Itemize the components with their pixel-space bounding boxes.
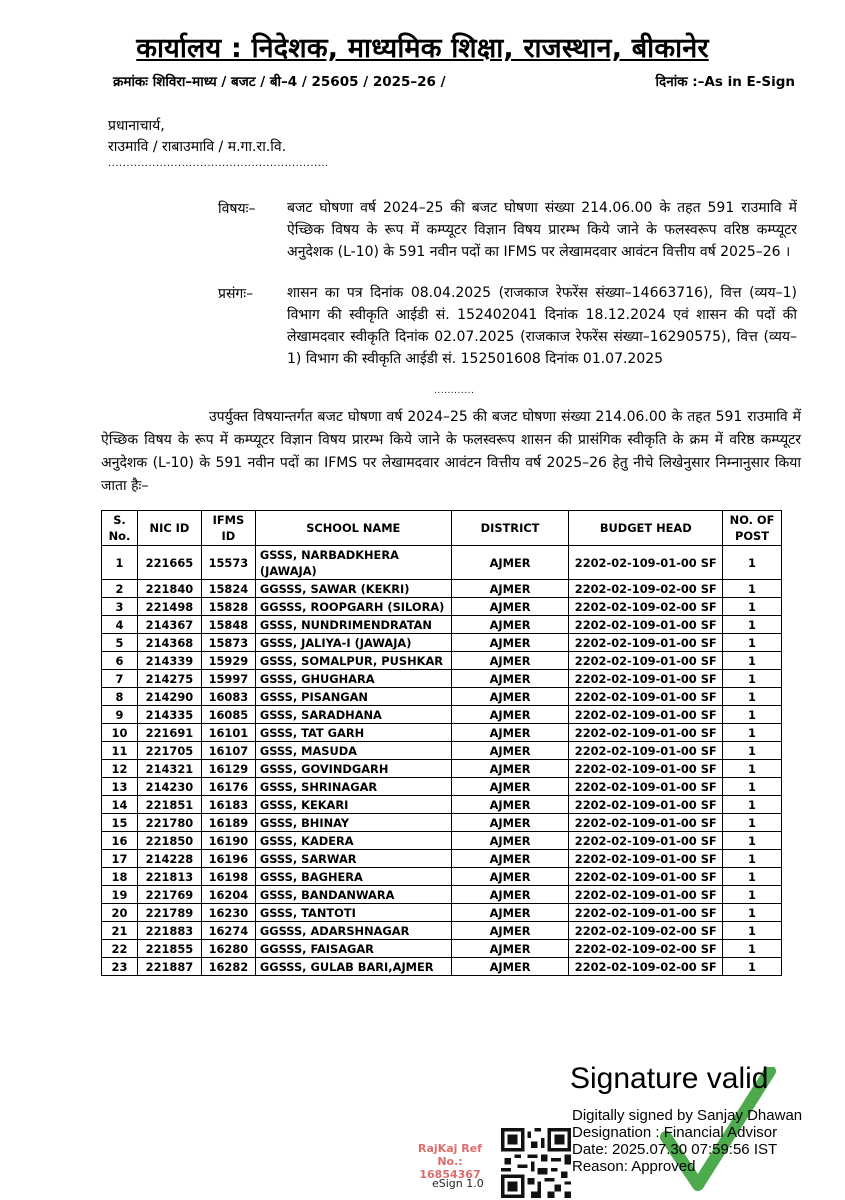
cell-school-name: GSSS, BAGHERA [255, 868, 451, 886]
cell-sno: 5 [102, 634, 138, 652]
cell-nic-id: 221883 [137, 922, 201, 940]
cell-no-of-post: 1 [723, 580, 782, 598]
cell-budget-head: 2202-02-109-01-00 SF [569, 760, 723, 778]
table-row [102, 688, 782, 706]
cell-sno: 22 [102, 940, 138, 958]
cell-nic-id: 221789 [137, 904, 201, 922]
table-row [102, 832, 782, 850]
cell-ifms-id: 15824 [201, 580, 255, 598]
header-ifms-id: IFMS ID [201, 511, 255, 546]
cell-school-name: GSSS, KEKARI [255, 796, 451, 814]
cell-district: AJMER [451, 706, 569, 724]
table-row [102, 850, 782, 868]
table-row [102, 546, 782, 580]
cell-ifms-id: 15848 [201, 616, 255, 634]
cell-district: AJMER [451, 814, 569, 832]
cell-district: AJMER [451, 904, 569, 922]
addressee-dots: ............................................................ [108, 158, 329, 169]
cell-budget-head: 2202-02-109-01-00 SF [569, 724, 723, 742]
cell-nic-id: 214367 [137, 616, 201, 634]
header-school-name: SCHOOL NAME [255, 511, 451, 546]
cell-school-name: GSSS, MASUDA [255, 742, 451, 760]
cell-school-name: GSSS, GHUGHARA [255, 670, 451, 688]
cell-district: AJMER [451, 670, 569, 688]
cell-district: AJMER [451, 580, 569, 598]
signed-by: Digitally signed by Sanjay Dhawan [572, 1107, 803, 1124]
cell-school-name: GSSS, KADERA [255, 832, 451, 850]
cell-ifms-id: 15873 [201, 634, 255, 652]
cell-no-of-post: 1 [723, 616, 782, 634]
rajkaj-number: 16854367 [419, 1168, 481, 1181]
cell-sno: 11 [102, 742, 138, 760]
cell-nic-id: 214228 [137, 850, 201, 868]
cell-school-name: GSSS, NARBADKHERA (JAWAJA) [255, 546, 451, 580]
cell-sno: 3 [102, 598, 138, 616]
cell-sno: 7 [102, 670, 138, 688]
cell-district: AJMER [451, 832, 569, 850]
table-row [102, 904, 782, 922]
cell-nic-id: 221855 [137, 940, 201, 958]
signature-block [558, 1062, 828, 1192]
cell-budget-head: 2202-02-109-01-00 SF [569, 778, 723, 796]
cell-ifms-id: 15997 [201, 670, 255, 688]
cell-budget-head: 2202-02-109-01-00 SF [569, 868, 723, 886]
cell-nic-id: 221665 [137, 546, 201, 580]
cell-sno: 19 [102, 886, 138, 904]
cell-nic-id: 221850 [137, 832, 201, 850]
office-title: कार्यालय : निदेशक, माध्यमिक शिक्षा, राजस्थान, बीकानेर [136, 33, 709, 64]
cell-nic-id: 221813 [137, 868, 201, 886]
cell-sno: 8 [102, 688, 138, 706]
cell-no-of-post: 1 [723, 742, 782, 760]
cell-sno: 18 [102, 868, 138, 886]
reference-text: शासन का पत्र दिनांक 08.04.2025 (राजकाज रेफरेंस संख्या–14663716), वित्त (व्यय–1) विभाग की स्वीकृति आईडी सं. 152402041 दिनांक 18.12.2024 एवं शासन की पदों की लेखामदवार स्वीकृति दिनांक 02.07.2025 (राजकाज रेफरेंस संख्या–16290575), वित्त (व्यय–1) विभाग की स्वीकृति आईडी सं. 152501608 दिनांक 01.07.2025 [287, 285, 797, 367]
cell-nic-id: 214275 [137, 670, 201, 688]
cell-district: AJMER [451, 958, 569, 976]
cell-nic-id: 214339 [137, 652, 201, 670]
cell-ifms-id: 16189 [201, 814, 255, 832]
cell-district: AJMER [451, 652, 569, 670]
cell-ifms-id: 16129 [201, 760, 255, 778]
cell-school-name: GSSS, GOVINDGARH [255, 760, 451, 778]
cell-district: AJMER [451, 868, 569, 886]
cell-district: AJMER [451, 634, 569, 652]
cell-ifms-id: 16198 [201, 868, 255, 886]
cell-budget-head: 2202-02-109-01-00 SF [569, 850, 723, 868]
cell-school-name: GGSSS, SAWAR (KEKRI) [255, 580, 451, 598]
cell-no-of-post: 1 [723, 724, 782, 742]
table-body [102, 546, 782, 976]
cell-school-name: GSSS, SARADHANA [255, 706, 451, 724]
cell-nic-id: 214321 [137, 760, 201, 778]
cell-district: AJMER [451, 850, 569, 868]
cell-no-of-post: 1 [723, 850, 782, 868]
reference-label: प्रसंगः– [218, 286, 254, 302]
table-row [102, 868, 782, 886]
header-no-of-post: NO. OF POST [723, 511, 782, 546]
cell-no-of-post: 1 [723, 778, 782, 796]
table-row [102, 580, 782, 598]
cell-ifms-id: 16183 [201, 796, 255, 814]
cell-ifms-id: 16196 [201, 850, 255, 868]
table-row [102, 778, 782, 796]
cell-ifms-id: 16280 [201, 940, 255, 958]
cell-sno: 21 [102, 922, 138, 940]
cell-district: AJMER [451, 760, 569, 778]
cell-ifms-id: 16274 [201, 922, 255, 940]
cell-no-of-post: 1 [723, 886, 782, 904]
cell-ifms-id: 16107 [201, 742, 255, 760]
cell-sno: 16 [102, 832, 138, 850]
cell-no-of-post: 1 [723, 634, 782, 652]
header-sno: S. No. [102, 511, 138, 546]
cell-nic-id: 221705 [137, 742, 201, 760]
cell-district: AJMER [451, 886, 569, 904]
cell-no-of-post: 1 [723, 688, 782, 706]
cell-school-name: GSSS, TANTOTI [255, 904, 451, 922]
table-row [102, 922, 782, 940]
cell-sno: 12 [102, 760, 138, 778]
cell-ifms-id: 16083 [201, 688, 255, 706]
cell-nic-id: 221498 [137, 598, 201, 616]
cell-no-of-post: 1 [723, 904, 782, 922]
cell-budget-head: 2202-02-109-01-00 SF [569, 706, 723, 724]
cell-no-of-post: 1 [723, 598, 782, 616]
cell-school-name: GSSS, SARWAR [255, 850, 451, 868]
cell-nic-id: 214335 [137, 706, 201, 724]
signature-date: Date: 2025.07.30 07:59:56 IST [572, 1141, 778, 1158]
cell-ifms-id: 16190 [201, 832, 255, 850]
cell-sno: 4 [102, 616, 138, 634]
cell-budget-head: 2202-02-109-02-00 SF [569, 958, 723, 976]
cell-budget-head: 2202-02-109-01-00 SF [569, 652, 723, 670]
rajkaj-reference [404, 1142, 496, 1181]
cell-budget-head: 2202-02-109-01-00 SF [569, 796, 723, 814]
cell-no-of-post: 1 [723, 652, 782, 670]
table-row [102, 814, 782, 832]
table-row [102, 652, 782, 670]
cell-no-of-post: 1 [723, 760, 782, 778]
header-district: DISTRICT [451, 511, 569, 546]
cell-ifms-id: 16230 [201, 904, 255, 922]
cell-budget-head: 2202-02-109-01-00 SF [569, 616, 723, 634]
cell-school-name: GSSS, SHRINAGAR [255, 778, 451, 796]
cell-district: AJMER [451, 940, 569, 958]
cell-budget-head: 2202-02-109-01-00 SF [569, 832, 723, 850]
table-row [102, 706, 782, 724]
cell-school-name: GGSSS, GULAB BARI,AJMER [255, 958, 451, 976]
cell-nic-id: 221840 [137, 580, 201, 598]
cell-district: AJMER [451, 598, 569, 616]
cell-sno: 6 [102, 652, 138, 670]
addressee-line-2: राउमावि / राबाउमावि / म.गा.रा.वि. [108, 139, 287, 155]
addressee-line-1: प्रधानाचार्य, [108, 118, 165, 134]
table-row [102, 958, 782, 976]
cell-district: AJMER [451, 724, 569, 742]
cell-budget-head: 2202-02-109-02-00 SF [569, 940, 723, 958]
cell-school-name: GSSS, TAT GARH [255, 724, 451, 742]
table-row [102, 616, 782, 634]
cell-no-of-post: 1 [723, 706, 782, 724]
cell-school-name: GSSS, PISANGAN [255, 688, 451, 706]
cell-nic-id: 221851 [137, 796, 201, 814]
cell-nic-id: 221887 [137, 958, 201, 976]
cell-no-of-post: 1 [723, 670, 782, 688]
cell-sno: 23 [102, 958, 138, 976]
signature-status: Signature valid [570, 1062, 769, 1095]
table-row [102, 886, 782, 904]
cell-sno: 1 [102, 546, 138, 580]
cell-budget-head: 2202-02-109-01-00 SF [569, 634, 723, 652]
cell-sno: 14 [102, 796, 138, 814]
designation: Designation : Financial Advisor [572, 1124, 778, 1141]
cell-school-name: GSSS, BHINAY [255, 814, 451, 832]
rajkaj-label: RajKaj Ref No.: [418, 1142, 482, 1168]
cell-budget-head: 2202-02-109-01-00 SF [569, 670, 723, 688]
table-row [102, 598, 782, 616]
table-row [102, 742, 782, 760]
table-row [102, 724, 782, 742]
cell-sno: 2 [102, 580, 138, 598]
cell-no-of-post: 1 [723, 940, 782, 958]
cell-district: AJMER [451, 616, 569, 634]
header-budget-head: BUDGET HEAD [569, 511, 723, 546]
body-paragraph: उपर्युक्त विषयान्तर्गत बजट घोषणा वर्ष 2024–25 की बजट घोषणा संख्या 214.06.00 के तहत 591 राउमावि में ऐच्छिक विषय के रूप में कम्प्यूटर विज्ञान विषय प्रारम्भ किये जाने के फलस्वरूप शासन की प्रासंगिक स्वीकृति के क्रम में वरिष्ठ कम्प्यूटर अनुदेशक (L-10) के 591 नवीन पदों का IFMS पर लेखामदवार आवंटन वित्तीय वर्ष 2025–26 हेतु नीचे लिखेनुसार निम्नानुसार किया जाता हैः– [101, 409, 801, 494]
reference-dots: ............ [434, 386, 475, 396]
cell-budget-head: 2202-02-109-01-00 SF [569, 886, 723, 904]
cell-nic-id: 214290 [137, 688, 201, 706]
cell-district: AJMER [451, 688, 569, 706]
allocation-table [101, 510, 782, 976]
signature-reason: Reason: Approved [572, 1158, 696, 1175]
cell-sno: 9 [102, 706, 138, 724]
cell-district: AJMER [451, 922, 569, 940]
cell-sno: 20 [102, 904, 138, 922]
cell-school-name: GSSS, SOMALPUR, PUSHKAR [255, 652, 451, 670]
header-nic-id: NIC ID [137, 511, 201, 546]
date-label: दिनांक :–As in E-Sign [655, 74, 795, 90]
cell-school-name: GSSS, BANDANWARA [255, 886, 451, 904]
cell-no-of-post: 1 [723, 546, 782, 580]
cell-district: AJMER [451, 742, 569, 760]
cell-ifms-id: 16282 [201, 958, 255, 976]
cell-no-of-post: 1 [723, 796, 782, 814]
cell-ifms-id: 16085 [201, 706, 255, 724]
cell-budget-head: 2202-02-109-02-00 SF [569, 598, 723, 616]
cell-no-of-post: 1 [723, 832, 782, 850]
cell-ifms-id: 16204 [201, 886, 255, 904]
cell-school-name: GSSS, NUNDRIMENDRATAN [255, 616, 451, 634]
cell-school-name: GSSS, JALIYA-I (JAWAJA) [255, 634, 451, 652]
table-row [102, 760, 782, 778]
cell-district: AJMER [451, 778, 569, 796]
cell-no-of-post: 1 [723, 922, 782, 940]
cell-ifms-id: 16176 [201, 778, 255, 796]
cell-district: AJMER [451, 796, 569, 814]
cell-school-name: GGSSS, ADARSHNAGAR [255, 922, 451, 940]
cell-budget-head: 2202-02-109-02-00 SF [569, 580, 723, 598]
table-row [102, 940, 782, 958]
table-row [102, 634, 782, 652]
cell-ifms-id: 15573 [201, 546, 255, 580]
cell-nic-id: 214230 [137, 778, 201, 796]
cell-budget-head: 2202-02-109-01-00 SF [569, 688, 723, 706]
cell-ifms-id: 15828 [201, 598, 255, 616]
subject-label: विषयः– [218, 201, 256, 217]
cell-no-of-post: 1 [723, 814, 782, 832]
subject-text: बजट घोषणा वर्ष 2024–25 की बजट घोषणा संख्या 214.06.00 के तहत 591 राउमावि में ऐच्छिक विषय के रूप में कम्प्यूटर विज्ञान विषय प्रारम्भ किये जाने के फलस्वरूप वरिष्ठ कम्प्यूटर अनुदेशक (L-10) के 591 नवीन पदों का IFMS पर लेखामदवार आवंटन वित्तीय वर्ष 2025–26 । [287, 200, 797, 260]
cell-ifms-id: 15929 [201, 652, 255, 670]
cell-district: AJMER [451, 546, 569, 580]
cell-budget-head: 2202-02-109-01-00 SF [569, 814, 723, 832]
cell-budget-head: 2202-02-109-01-00 SF [569, 546, 723, 580]
cell-nic-id: 221780 [137, 814, 201, 832]
cell-budget-head: 2202-02-109-02-00 SF [569, 922, 723, 940]
cell-school-name: GGSSS, ROOPGARH (SILORA) [255, 598, 451, 616]
cell-nic-id: 221769 [137, 886, 201, 904]
esign-version: eSign 1.0 [432, 1177, 484, 1190]
cell-nic-id: 221691 [137, 724, 201, 742]
table-header-row [102, 511, 782, 546]
cell-nic-id: 214368 [137, 634, 201, 652]
cell-sno: 17 [102, 850, 138, 868]
table-row [102, 796, 782, 814]
cell-budget-head: 2202-02-109-01-00 SF [569, 742, 723, 760]
cell-budget-head: 2202-02-109-01-00 SF [569, 904, 723, 922]
cell-sno: 13 [102, 778, 138, 796]
cell-no-of-post: 1 [723, 958, 782, 976]
cell-sno: 15 [102, 814, 138, 832]
cell-ifms-id: 16101 [201, 724, 255, 742]
cell-no-of-post: 1 [723, 868, 782, 886]
reference-number: क्रमांकः शिविरा–माध्य / बजट / बी–4 / 25605 / 2025–26 / [113, 74, 446, 90]
cell-school-name: GGSSS, FAISAGAR [255, 940, 451, 958]
table-row [102, 670, 782, 688]
qr-code-icon [500, 1128, 572, 1198]
cell-sno: 10 [102, 724, 138, 742]
